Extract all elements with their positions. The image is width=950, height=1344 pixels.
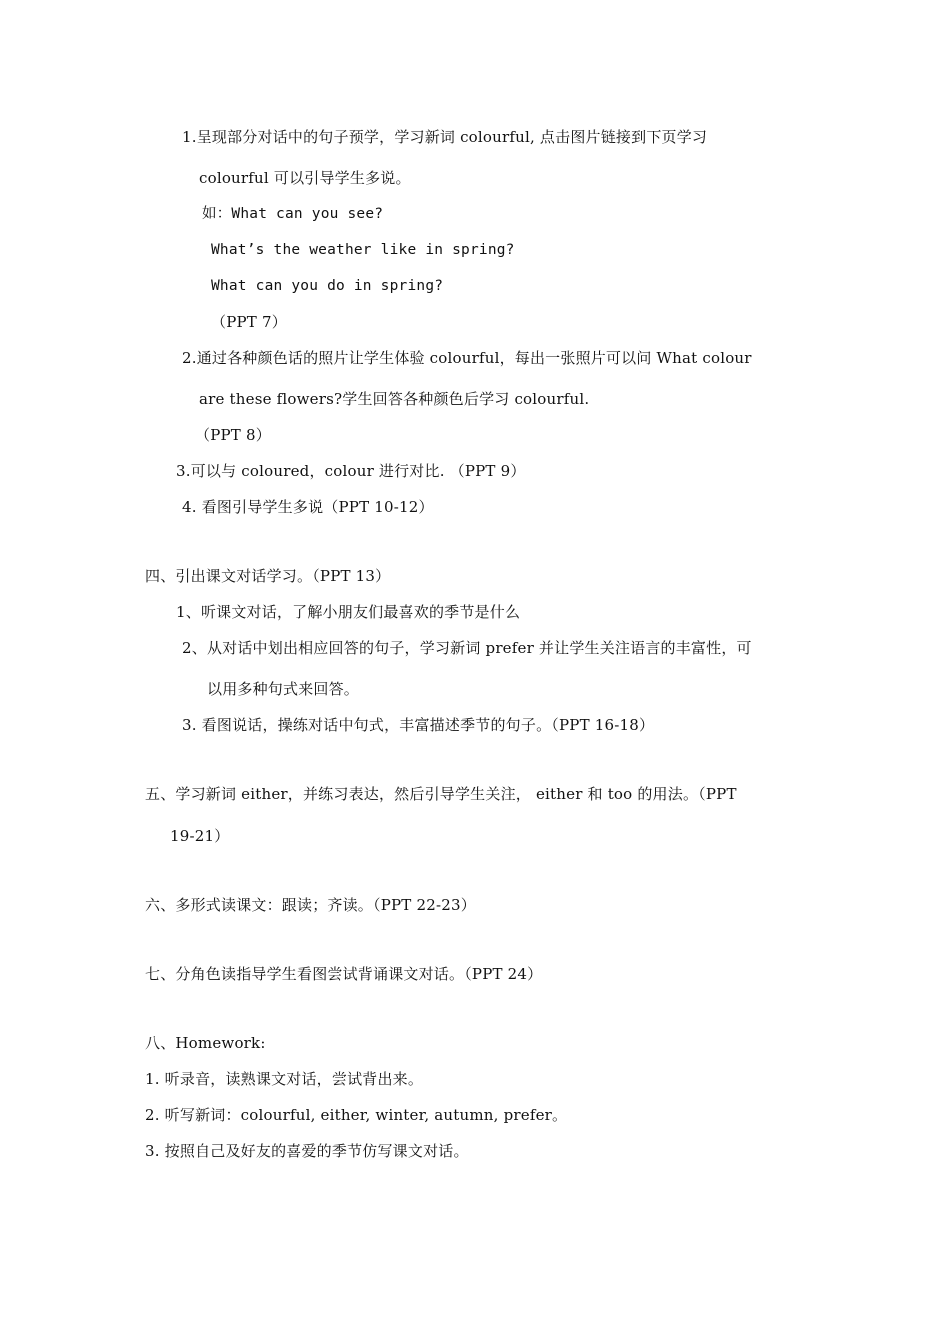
homework-item3: 3. 按照自己及好友的喜爱的季节仿写课文对话。 <box>145 1142 469 1160</box>
ppt-reference-8: （PPT 8） <box>195 426 271 444</box>
example-question-1: 如：What can you see? <box>202 206 384 222</box>
section5-line2: 19-21） <box>170 827 230 845</box>
step4: 4. 看图引导学生多说（PPT 10-12） <box>182 498 434 516</box>
section7-heading: 七、分角色读指导学生看图尝试背诵课文对话。（PPT 24） <box>145 965 543 983</box>
step1-line2: colourful 可以引导学生多说。 <box>199 169 411 187</box>
example-question-3: What can you do in spring? <box>211 278 444 294</box>
section4-heading: 四、引出课文对话学习。（PPT 13） <box>145 567 391 585</box>
step2-line1: 2.通过各种颜色话的照片让学生体验 colourful，每出一张照片可以问 What colour <box>182 349 752 367</box>
ppt-reference-7: （PPT 7） <box>211 313 287 331</box>
section4-item2-line1: 2、从对话中划出相应回答的句子，学习新词 prefer 并让学生关注语言的丰富性，可 <box>182 639 752 657</box>
section4-item2-line2: 以用多种句式来回答。 <box>207 680 360 698</box>
step3: 3.可以与 coloured，colour 进行对比. （PPT 9） <box>176 462 526 480</box>
example-question-2: What’s the weather like in spring? <box>211 242 515 258</box>
step2-line2: are these flowers?学生回答各种颜色后学习 colourful. <box>199 390 590 408</box>
section8-heading: 八、Homework: <box>145 1034 266 1052</box>
step1-line1: 1.呈现部分对话中的句子预学，学习新词 colourful, 点击图片链接到下页学习 <box>182 128 708 146</box>
section5-line1: 五、学习新词 either，并练习表达，然后引导学生关注， either 和 too 的用法。（PPT <box>145 785 737 803</box>
section6-heading: 六、多形式读课文：跟读；齐读。（PPT 22-23） <box>145 896 476 914</box>
section4-item3: 3. 看图说话，操练对话中句式，丰富描述季节的句子。（PPT 16-18） <box>182 716 655 734</box>
homework-item1: 1. 听录音，读熟课文对话，尝试背出来。 <box>145 1070 424 1088</box>
homework-item2: 2. 听写新词：colourful, either, winter, autumn, prefer。 <box>145 1106 568 1124</box>
section4-item1: 1、听课文对话，了解小朋友们最喜欢的季节是什么 <box>176 603 521 621</box>
